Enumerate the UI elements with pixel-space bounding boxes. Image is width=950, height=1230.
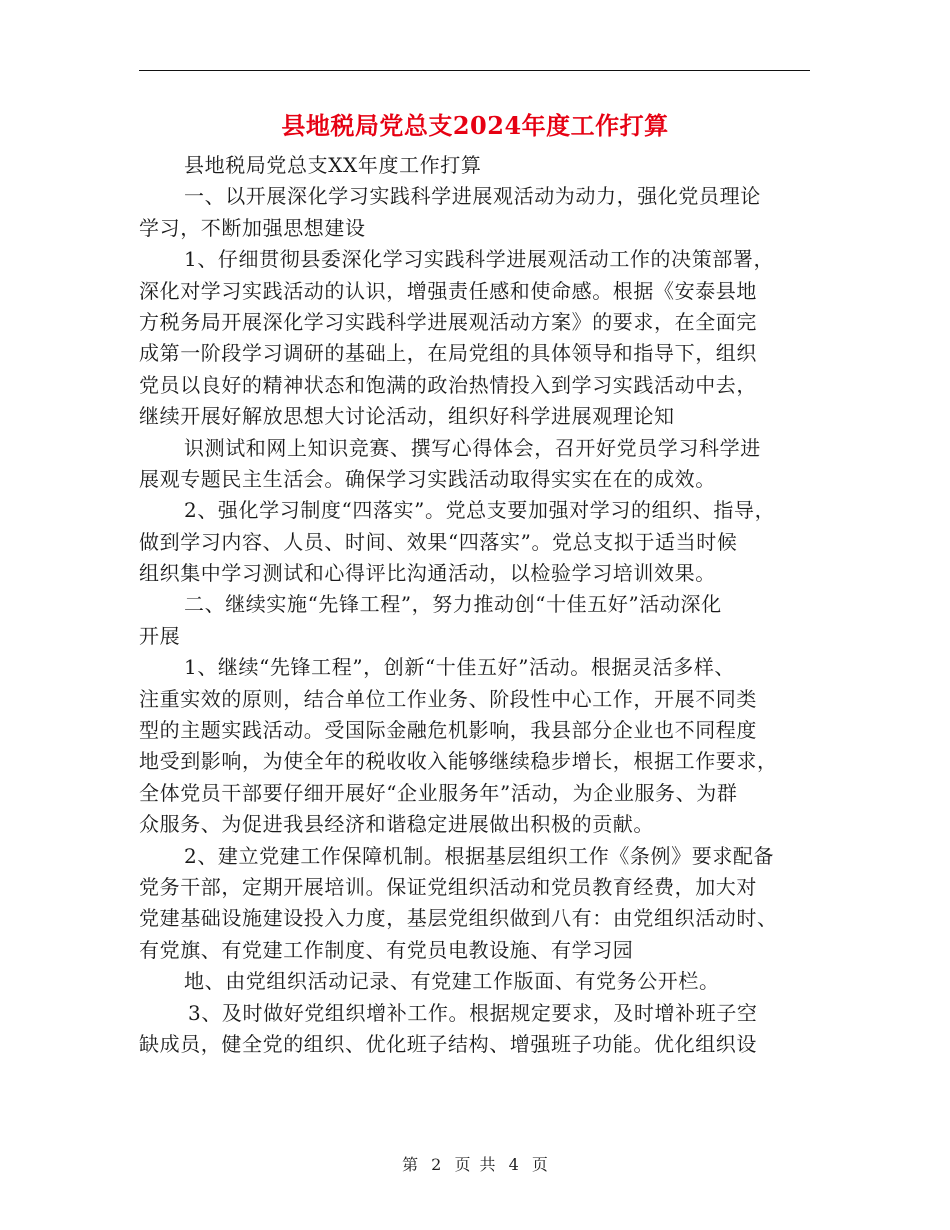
footer-middle: 页 共 — [454, 1155, 496, 1174]
paragraph-line: 做到学习内容、人员、时间、效果“四落实”。党总支拟于适当时候 — [139, 529, 738, 554]
paragraph-line: 开展 — [139, 623, 181, 648]
paragraph-line: 组织集中学习测试和心得评比沟通活动，以检验学习培训效果。 — [139, 561, 716, 586]
paragraph-line: 深化对学习实践活动的认识，增强责任感和使命感。根据《安泰县地 — [139, 278, 757, 303]
paragraph-line: 二、继续实施“先锋工程”，努力推动创“十佳五好”活动深化 — [184, 592, 722, 617]
paragraph-line: 众服务、为促进我县经济和谐稳定进展做出积极的贡献。 — [139, 812, 654, 837]
paragraph-line: 3、及时做好党组织增补工作。根据规定要求，及时增补班子空 — [188, 1000, 758, 1025]
paragraph-line: 全体党员干部要仔细开展好“企业服务年”活动，为企业服务、为群 — [139, 780, 738, 805]
paragraph-line: 党务干部，定期开展培训。保证党组织活动和党员教育经费，加大对 — [139, 874, 757, 899]
paragraph-line: 有党旗、有党建工作制度、有党员电教设施、有学习园 — [139, 937, 634, 962]
paragraph-line: 展观专题民主生活会。确保学习实践活动取得实实在在的成效。 — [139, 466, 716, 491]
paragraph-line: 学习，不断加强思想建设 — [139, 215, 366, 240]
paragraph-line: 识测试和网上知识竞赛、撰写心得体会，召开好党员学习科学进 — [184, 435, 761, 460]
header-rule — [139, 70, 810, 71]
document-body — [139, 150, 829, 1060]
paragraph-line: 1、仔细贯彻县委深化学习实践科学进展观活动工作的决策部署， — [184, 247, 775, 272]
paragraph-line: 1、继续“先锋工程”，创新“十佳五好”活动。根据灵活多样、 — [184, 655, 736, 680]
paragraph-line: 县地税局党总支XX年度工作打算 — [184, 153, 482, 177]
paragraph-line: 注重实效的原则，结合单位工作业务、阶段性中心工作，开展不同类 — [139, 686, 757, 711]
page-footer — [0, 1154, 950, 1176]
paragraph-line: 地受到影响，为使全年的税收收入能够继续稳步增长，根据工作要求， — [139, 749, 778, 774]
footer-prefix: 第 — [402, 1155, 419, 1174]
paragraph-line: 党员以良好的精神状态和饱满的政治热情投入到学习实践活动中去， — [139, 372, 757, 397]
footer-suffix: 页 — [531, 1155, 548, 1174]
footer-total-pages: 4 — [508, 1155, 519, 1174]
paragraph-line: 缺成员，健全党的组织、优化班子结构、增强班子功能。优化组织设 — [139, 1031, 757, 1056]
paragraph-line: 2、强化学习制度“四落实”。党总支要加强对学习的组织、指导， — [184, 498, 776, 523]
paragraph-line: 地、由党组织活动记录、有党建工作版面、有党务公开栏。 — [184, 969, 720, 994]
document-title: 县地税局党总支2024年度工作打算 — [281, 111, 669, 140]
paragraph-line: 型的主题实践活动。受国际金融危机影响，我县部分企业也不同程度 — [139, 718, 757, 743]
paragraph-line: 继续开展好解放思想大讨论活动，组织好科学进展观理论知 — [139, 404, 675, 429]
paragraph-line: 2、建立党建工作保障机制。根据基层组织工作《条例》要求配备 — [184, 843, 775, 868]
footer-page-number: 2 — [431, 1155, 442, 1174]
paragraph-line: 党建基础设施建设投入力度，基层党组织做到八有：由党组织活动时、 — [139, 906, 778, 931]
paragraph-line: 成第一阶段学习调研的基础上，在局党组的具体领导和指导下，组织 — [139, 341, 757, 366]
paragraph-line: 方税务局开展深化学习实践科学进展观活动方案》的要求，在全面完 — [139, 309, 757, 334]
paragraph-line: 一、以开展深化学习实践科学进展观活动为动力，强化党员理论 — [184, 184, 761, 209]
